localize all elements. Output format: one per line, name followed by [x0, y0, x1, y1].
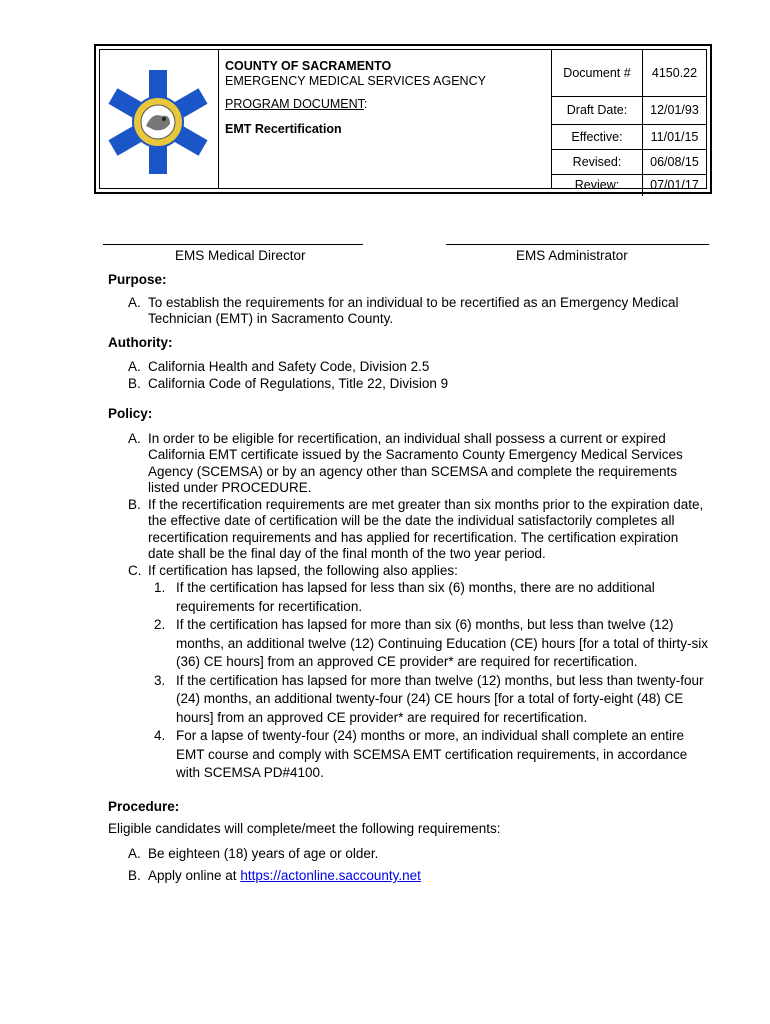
list-text: If the certification has lapsed for less than six (6) months, there are no additional requirements for recertification.: [176, 580, 655, 614]
list-text: In order to be eligible for recertification, an individual shall possess a current or expired California EMT certificate issued by the Sacramento County Emergency Medical Services Agency (SCEMSA) or by an agency other than SCEMSA and complete the requirements listed under PROCEDURE.: [148, 430, 683, 495]
meta-value: 07/01/17: [650, 178, 699, 192]
procedure-intro: Eligible candidates will complete/meet the following requirements:: [108, 821, 501, 836]
signature-line-left: [103, 244, 363, 245]
list-text: If the certification has lapsed for more than twelve (12) months, but less than twenty-four (24) months, an additional twenty-four (24) CE hours [for a total of forty-eight (48) CE hours] from an approved CE provider* are required for recertification.: [176, 672, 704, 725]
meta-value: 11/01/15: [650, 130, 699, 144]
document-body: [108, 272, 708, 885]
program-label-text: PROGRAM DOCUMENT: [225, 97, 364, 111]
list-text: If the certification has lapsed for more than six (6) months, but less than twelve (12) months, an additional twelve (12) Continuing Education (CE) hours [for a total of thirty-six (36) CE hours] from an approved CE provider* are required for recertification.: [176, 617, 709, 669]
meta-value: 4150.22: [651, 66, 698, 80]
procedure-heading: Procedure:: [108, 798, 180, 814]
meta-value: 12/01/93: [650, 103, 699, 117]
list-marker: 1.: [154, 580, 166, 595]
list-item: [108, 359, 708, 376]
meta-row-effective: [552, 125, 706, 150]
list-marker: A.: [128, 294, 141, 310]
list-item: [108, 868, 708, 885]
list-marker: C.: [128, 562, 142, 578]
list-marker: A.: [128, 430, 141, 446]
list-marker: 4.: [154, 728, 166, 743]
logo-cell: [100, 50, 219, 188]
meta-key: Revised:: [552, 150, 643, 174]
meta-key: Document #: [552, 50, 643, 96]
list-text: [148, 868, 708, 885]
header-info: [219, 50, 552, 188]
agency-name: EMERGENCY MEDICAL SERVICES AGENCY: [225, 74, 486, 88]
document-title: EMT Recertification: [225, 122, 342, 136]
list-text: For a lapse of twenty-four (24) months or more, an individual shall complete an entire EMT course and comply with SCEMSA EMT certification requirements, in accordance with SCEMSA PD#4100.: [176, 728, 688, 780]
list-item: [108, 431, 708, 497]
meta-row-revised: [552, 150, 706, 175]
list-item: [108, 497, 708, 563]
signature-line-right: [446, 244, 709, 245]
document-header: [94, 44, 712, 194]
sub-list-item: [108, 672, 708, 728]
list-text: If certification has lapsed, the following also applies:: [148, 562, 458, 578]
list-item: [108, 376, 708, 393]
list-marker: B.: [128, 868, 141, 883]
list-marker: 2.: [154, 617, 166, 632]
apply-online-link[interactable]: https://actonline.saccounty.net: [240, 868, 421, 883]
sub-list-item: [108, 579, 708, 616]
list-marker: 3.: [154, 672, 166, 688]
authority-heading: Authority:: [108, 334, 173, 350]
sub-list-item: [108, 727, 708, 783]
org-name: COUNTY OF SACRAMENTO: [225, 59, 392, 73]
list-marker: A.: [128, 845, 141, 861]
apply-online-text: Apply online at: [148, 868, 241, 883]
policy-heading: Policy:: [108, 406, 153, 421]
list-text: California Health and Safety Code, Division 2.5: [148, 359, 430, 374]
list-marker: B.: [128, 496, 141, 512]
meta-row-document: [552, 50, 706, 97]
list-text: California Code of Regulations, Title 22, Division 9: [148, 375, 449, 391]
list-item: [108, 295, 708, 328]
sub-list-item: [108, 616, 708, 672]
purpose-heading: Purpose:: [108, 272, 167, 287]
list-item: [108, 563, 708, 580]
meta-key: Draft Date:: [552, 97, 643, 124]
document-meta-table: [552, 50, 706, 192]
program-document-label: [225, 97, 551, 112]
list-text: Be eighteen (18) years of age or older.: [148, 845, 379, 861]
list-marker: A.: [128, 359, 141, 374]
meta-key: Review:: [552, 175, 643, 196]
meta-row-review: [552, 175, 706, 196]
meta-value: 06/08/15: [650, 155, 699, 169]
meta-key: Effective:: [552, 125, 643, 149]
meta-row-draft-date: [552, 97, 706, 125]
program-label-colon: :: [363, 97, 368, 111]
star-of-life-logo: [106, 64, 210, 180]
signature-label-administrator: EMS Administrator: [516, 248, 628, 263]
list-marker: B.: [128, 375, 141, 391]
list-text: If the recertification requirements are met greater than six months prior to the expiration date, the effective date of certification will be the date the individual satisfactorily completes all recertification requirements and has applied for recertification. The certification expiration date shall be the final day of the final month of the two year period.: [148, 496, 704, 561]
signature-label-medical-director: EMS Medical Director: [175, 248, 306, 263]
list-item: [108, 846, 708, 863]
list-text: To establish the requirements for an individual to be recertified as an Emergency Medical Technician (EMT) in Sacramento County.: [148, 294, 679, 326]
